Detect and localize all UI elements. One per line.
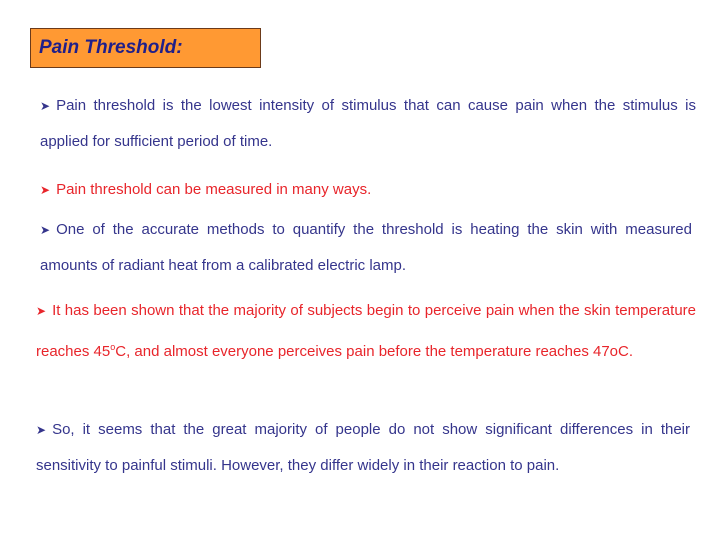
paragraph-pain-threshold-definition [40,88,696,160]
paragraph-text: So, it seems that the great majority of people do not show significant differences in their sensitivity to painful stimuli. However, they differ widely in their reaction to pain. [36,421,690,474]
paragraph-text-before: It has been shown that the majority of subjects begin to perceive pain when the skin temperature reaches 45 [36,302,696,360]
paragraph-temperature [36,293,696,370]
paragraph-method [40,212,692,284]
paragraph-sensitivity [36,412,690,484]
paragraph-text: Pain threshold can be measured in many ways. [56,181,372,198]
arrow-bullet-icon: ➤ [36,423,47,437]
arrow-bullet-icon: ➤ [36,304,47,318]
arrow-bullet-icon: ➤ [40,183,51,197]
arrow-bullet-icon: ➤ [40,223,51,237]
arrow-bullet-icon: ➤ [40,99,51,113]
superscript-degree: o [110,342,116,352]
slide-title: Pain Threshold: [30,28,261,68]
paragraph-text-after: C, and almost everyone perceives pain before the temperature reaches 47oC. [115,343,634,360]
paragraph-text: Pain threshold is the lowest intensity of stimulus that can cause pain when the stimulus is applied for sufficient period of time. [40,97,696,150]
paragraph-text: One of the accurate methods to quantify the threshold is heating the skin with measured amounts of radiant heat from a calibrated electric lamp. [40,221,692,274]
paragraph-measurement [40,172,696,208]
